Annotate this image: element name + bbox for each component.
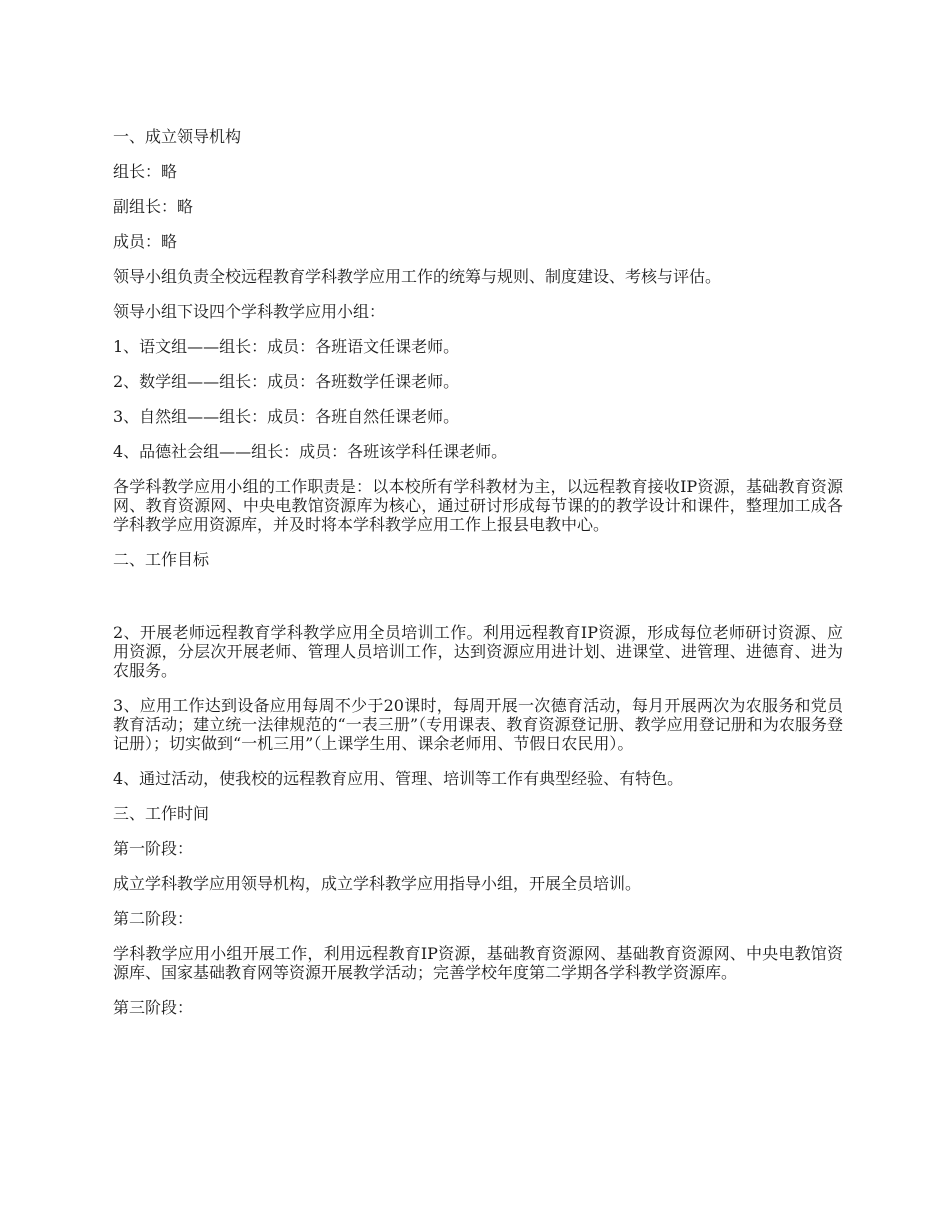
phase-1-content: 成立学科教学应用领导机构，成立学科教学应用指导小组，开展全员培训。 [113,874,642,893]
section-heading-leadership: 一、成立领导机构 [113,127,242,146]
blank-gap [113,585,843,623]
subgroup-math: 2、数学组——组长：成员：各班数学任课老师。 [113,372,460,391]
goal-item-3: 3、应用工作达到设备应用每周不少于20课时，每周开展一次德育活动，每月开展两次为农服务和党员教育活动；建立统一法律规范的“一表三册”（专用课表、教育资源登记册、教学应用登记册和为农服务登记册）；切实做到“一机三用”（上课学生用、课余老师用、节假日农民用）。 [113,696,843,753]
subgroup-duties-paragraph: 各学科教学应用小组的工作职责是：以本校所有学科教材为主，以远程教育接收IP资源，基础教育资源网、教育资源网、中央电教馆资源库为核心，通过研讨形成每节课的的教学设计和课件，整理加工成各学科教学应用资源库，并及时将本学科教学应用工作上报县电教中心。 [113,477,843,534]
members-line: 成员：略 [113,232,178,251]
phase-2-heading: 第二阶段： [113,909,194,928]
phase-2-content: 学科教学应用小组开展工作，利用远程教育IP资源，基础教育资源网、基础教育资源网、中央电教馆资源库、国家基础教育网等资源开展教学活动；完善学校年度第二学期各学科教学资源库。 [113,944,843,982]
subgroup-morality: 4、品德社会组——组长：成员：各班该学科任课老师。 [113,442,508,461]
group-leader-line: 组长：略 [113,162,178,181]
section-heading-goals: 二、工作目标 [113,550,210,569]
section-heading-schedule: 三、工作时间 [113,804,210,823]
phase-1-heading: 第一阶段： [113,839,194,858]
subgroup-chinese: 1、语文组——组长：成员：各班语文任课老师。 [113,337,460,356]
goal-item-4: 4、通过活动，使我校的远程教育应用、管理、培训等工作有典型经验、有特色。 [113,769,684,788]
phase-3-heading: 第三阶段： [113,998,194,1017]
leadership-duty-paragraph: 领导小组负责全校远程教育学科教学应用工作的统筹与规则、制度建设、考核与评估。 [113,267,722,286]
subgroups-intro: 领导小组下设四个学科教学应用小组： [113,302,386,321]
goal-item-2: 2、开展老师远程教育学科教学应用全员培训工作。利用远程教育IP资源，形成每位老师研讨资源、应用资源，分层次开展老师、管理人员培训工作，达到资源应用进计划、进课堂、进管理、进德育、进为农服务。 [113,623,843,680]
document-body [113,127,843,1033]
deputy-leader-line: 副组长：略 [113,197,194,216]
subgroup-science: 3、自然组——组长：成员：各班自然任课老师。 [113,407,460,426]
